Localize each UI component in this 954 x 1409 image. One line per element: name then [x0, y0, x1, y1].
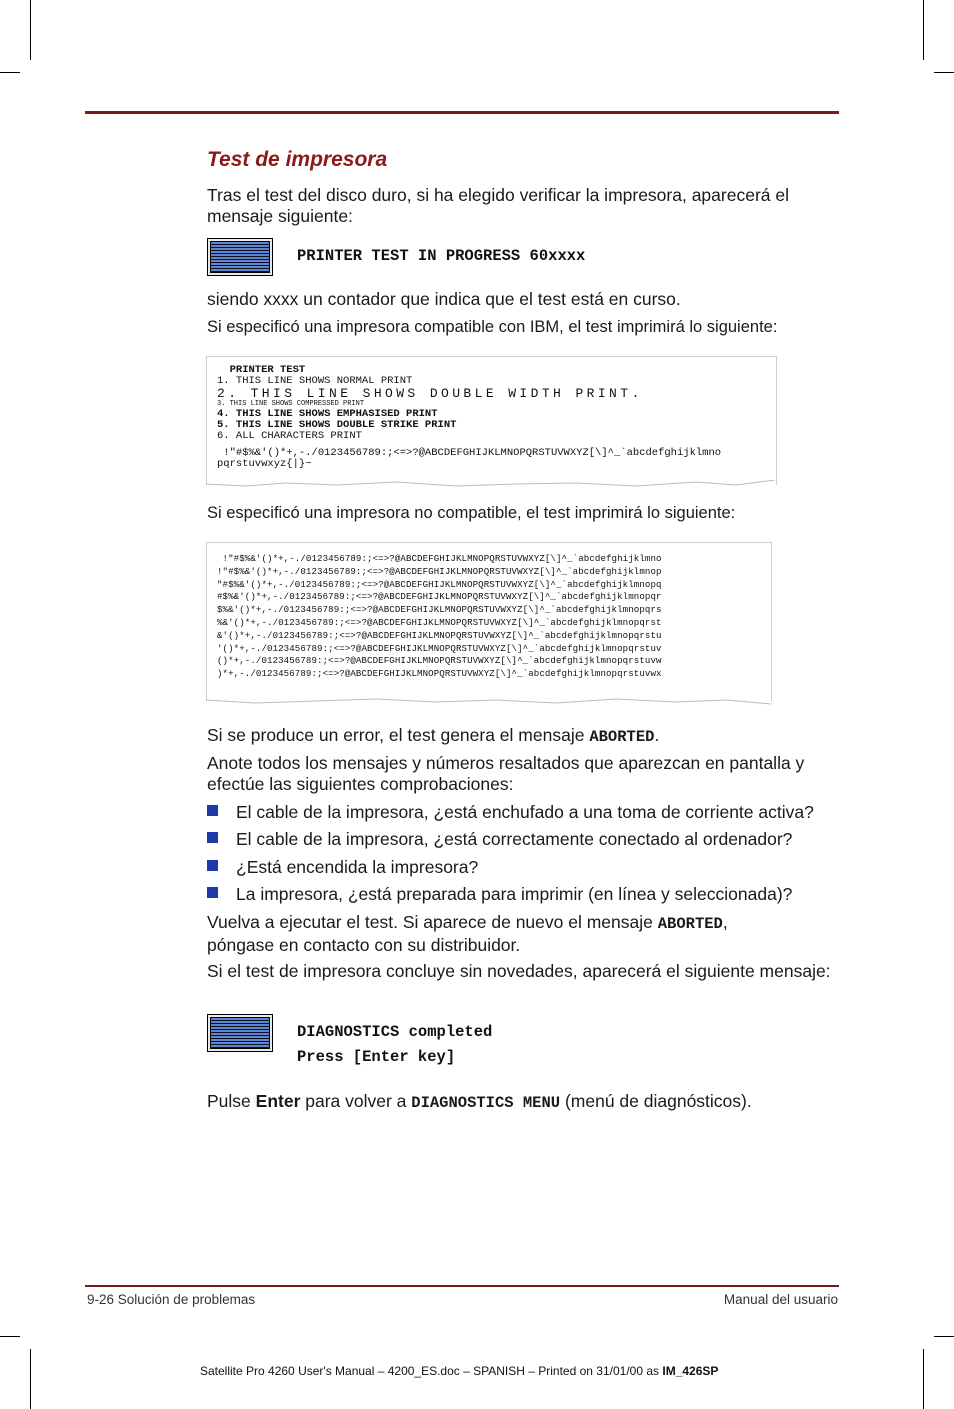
print-line: 2. THIS LINE SHOWS DOUBLE WIDTH PRINT. [217, 386, 643, 401]
crop-mark [923, 1349, 924, 1409]
printer-test-message: PRINTER TEST IN PROGRESS 60xxxx [297, 247, 586, 265]
print-line: 4. THIS LINE SHOWS EMPHASISED PRINT [217, 408, 438, 420]
screen-icon [207, 1014, 273, 1052]
diagnostics-message [297, 1020, 492, 1070]
crop-mark [934, 72, 954, 73]
header-rule [85, 111, 839, 114]
print-line: %&'()*+,-./0123456789:;<=>?@ABCDEFGHIJKLMNOPQRSTUVWXYZ[\]^_`abcdefghijklmnopqrst [217, 616, 662, 628]
check-item: El cable de la impresora, ¿está enchufado a una toma de corriente activa? [236, 802, 814, 822]
noncompat-printout [206, 542, 772, 701]
crop-mark [934, 1336, 954, 1337]
enter-key: Enter [255, 1091, 301, 1111]
check-item: El cable de la impresora, ¿está correctamente conectado al ordenador? [236, 829, 793, 849]
print-line: !"#$%&'()*+,-./0123456789:;<=>?@ABCDEFGHIJKLMNOPQRSTUVWXYZ[\]^_`abcdefghijklmnop [217, 565, 662, 577]
note-all-paragraph: Anote todos los mensajes y números resaltados que aparezcan en pantalla y efectúe las siguientes comprobaciones: [207, 753, 805, 794]
check-item: ¿Está encendida la impresora? [236, 857, 479, 877]
bullet-square-icon [207, 805, 218, 816]
final-instruction: Pulse Enter para volver a DIAGNOSTICS MENU (menú de diagnósticos). [207, 1091, 752, 1112]
print-line: PRINTER TEST [217, 364, 306, 376]
ibm-printout [206, 356, 777, 485]
print-line: !"#$%&'()*+,-./0123456789:;<=>?@ABCDEFGHIJKLMNOPQRSTUVWXYZ[\]^_`abcdefghijklmno [217, 553, 662, 564]
print-line: pqrstuvwxyz{|}~ [217, 458, 312, 470]
crop-mark [0, 1336, 20, 1337]
retry-note: Vuelva a ejecutar el test. Si aparece de nuevo el mensaje ABORTED, póngase en contacto con su distribuidor. [207, 912, 728, 955]
crop-mark [923, 0, 924, 60]
crop-mark [30, 0, 31, 60]
bullet-square-icon [207, 860, 218, 871]
diagnostics-menu-code: DIAGNOSTICS MENU [411, 1094, 561, 1112]
print-line: !"#$%&'()*+,-./0123456789:;<=>?@ABCDEFGHIJKLMNOPQRSTUVWXYZ[\]^_`abcdefghijklmno [217, 447, 722, 459]
print-info: Satellite Pro 4260 User's Manual – 4200_ES.doc – SPANISH – Printed on 31/01/00 as IM_426SP [200, 1364, 719, 1378]
print-line: 5. THIS LINE SHOWS DOUBLE STRIKE PRINT [217, 419, 457, 431]
bullet-square-icon [207, 832, 218, 843]
check-item: La impresora, ¿está preparada para imprimir (en línea y seleccionada)? [236, 884, 793, 904]
torn-edge [206, 697, 772, 705]
footer-rule [85, 1285, 839, 1287]
print-line: #$%&'()*+,-./0123456789:;<=>?@ABCDEFGHIJKLMNOPQRSTUVWXYZ[\]^_`abcdefghijklmnopqr [217, 591, 662, 603]
print-line: '()*+,-./0123456789:;<=>?@ABCDEFGHIJKLMNOPQRSTUVWXYZ[\]^_`abcdefghijklmnopqrstuv [217, 642, 662, 654]
print-line: &'()*+,-./0123456789:;<=>?@ABCDEFGHIJKLMNOPQRSTUVWXYZ[\]^_`abcdefghijklmnopqrstu [217, 629, 662, 641]
print-line: )*+,-./0123456789:;<=>?@ABCDEFGHIJKLMNOPQRSTUVWXYZ[\]^_`abcdefghijklmnopqrstuvwx [217, 668, 662, 680]
print-line: "#$%&'()*+,-./0123456789:;<=>?@ABCDEFGHIJKLMNOPQRSTUVWXYZ[\]^_`abcdefghijklmnopq [217, 578, 662, 590]
diagnostics-line: Press [Enter key] [297, 1048, 456, 1066]
print-line: $%&'()*+,-./0123456789:;<=>?@ABCDEFGHIJKLMNOPQRSTUVWXYZ[\]^_`abcdefghijklmnopqrs [217, 604, 662, 616]
noncompat-note: Si especificó una impresora no compatible, el test imprimirá lo siguiente: [207, 504, 736, 522]
intro-paragraph: Tras el test del disco duro, si ha elegido verificar la impresora, aparecerá el mensaje siguiente: [207, 185, 789, 226]
crop-mark [0, 72, 20, 73]
section-title: Test de impresora [207, 148, 388, 171]
counter-note: siendo xxxx un contador que indica que el test está en curso. [207, 289, 681, 309]
diagnostics-line: DIAGNOSTICS completed [297, 1023, 493, 1041]
aborted-code: ABORTED [589, 728, 655, 746]
crop-mark [30, 1349, 31, 1409]
screen-icon [207, 238, 273, 276]
print-line: 3. THIS LINE SHOWS COMPRESSED PRINT [217, 400, 365, 408]
aborted-code: ABORTED [657, 915, 723, 933]
print-line: 1. THIS LINE SHOWS NORMAL PRINT [217, 375, 413, 387]
torn-edge [206, 480, 776, 488]
footer-right: Manual del usuario [723, 1292, 838, 1307]
print-line: 6. ALL CHARACTERS PRINT [217, 430, 362, 442]
success-note: Si el test de impresora concluye sin novedades, aparecerá el siguiente mensaje: [207, 961, 831, 981]
error-note: Si se produce un error, el test genera el mensaje ABORTED. [207, 725, 660, 746]
print-line: ()*+,-./0123456789:;<=>?@ABCDEFGHIJKLMNOPQRSTUVWXYZ[\]^_`abcdefghijklmnopqrstuvw [217, 655, 662, 667]
ibm-note: Si especificó una impresora compatible con IBM, el test imprimirá lo siguiente: [207, 318, 778, 336]
footer-left: 9-26 Solución de problemas [87, 1292, 256, 1307]
bullet-square-icon [207, 887, 218, 898]
